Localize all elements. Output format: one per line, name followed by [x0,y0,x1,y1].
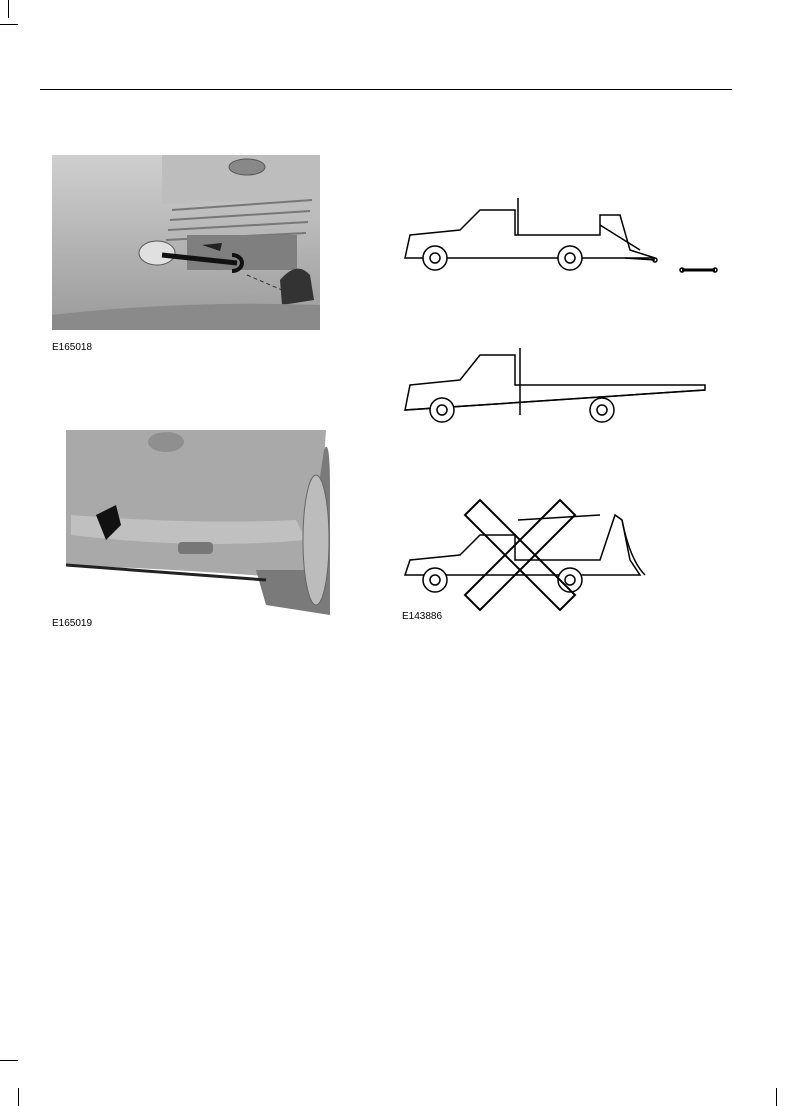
figure-caption: E165018 [52,342,93,353]
crop-mark [0,1060,18,1061]
crop-mark [0,24,18,25]
wheel-lift-truck [405,198,717,272]
front-tow-eye-illustration [52,155,320,330]
flatbed-truck [405,348,705,422]
figure-caption: E165019 [52,618,93,629]
crop-mark [776,1088,777,1106]
header-rule [40,89,732,90]
hook-truck-not-recommended [405,500,645,610]
rear-tow-point-illustration [66,430,330,615]
crop-mark [18,1088,19,1106]
tow-truck-methods-illustration [400,190,730,615]
crop-mark [8,0,9,18]
figure-caption: E143886 [402,611,443,622]
